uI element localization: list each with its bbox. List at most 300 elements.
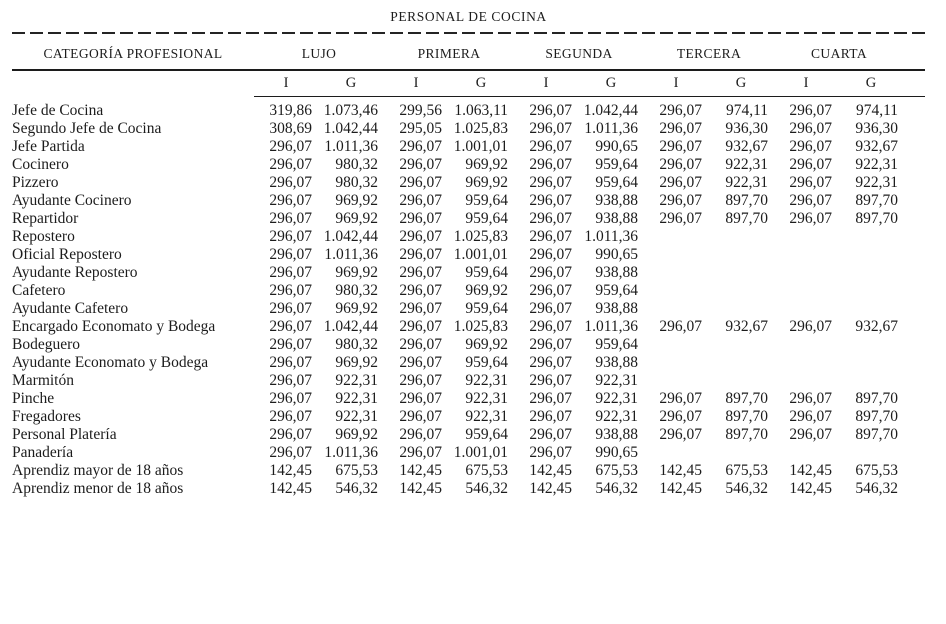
- value-cell: 296,07: [529, 102, 573, 119]
- value-cell: 296,07: [529, 408, 573, 425]
- value-cell: 296,07: [399, 246, 443, 263]
- subcol-segunda-g: G: [578, 70, 644, 97]
- value-cell: 296,07: [659, 156, 703, 173]
- value-cell: 296,07: [659, 390, 703, 407]
- value-cell: 296,07: [659, 138, 703, 155]
- value-cell: 1.011,36: [584, 318, 639, 335]
- value-cell: 675,53: [335, 462, 379, 479]
- value-cell: [838, 336, 904, 354]
- value-cell: 142,45: [399, 462, 443, 479]
- value-cell: 959,64: [465, 426, 509, 443]
- value-cell: 546,32: [465, 480, 509, 497]
- table-row: [12, 372, 925, 390]
- subcol-tercera-i: I: [644, 70, 708, 97]
- value-cell: [644, 336, 708, 354]
- value-cell: 938,88: [595, 426, 639, 443]
- value-cell: 296,07: [399, 138, 443, 155]
- value-cell: 142,45: [789, 480, 833, 497]
- row-spacer: [904, 426, 925, 444]
- value-cell: 546,32: [725, 480, 769, 497]
- row-spacer: [904, 462, 925, 480]
- table-row: [12, 210, 925, 228]
- value-cell: [774, 372, 838, 390]
- value-cell: 922,31: [595, 390, 639, 407]
- value-cell: 980,32: [335, 336, 379, 353]
- value-cell: 1.011,36: [324, 444, 379, 461]
- header-spacer: [904, 34, 925, 70]
- value-cell: 675,53: [725, 462, 769, 479]
- category-cell: Oficial Repostero: [12, 246, 122, 263]
- value-cell: 296,07: [789, 210, 833, 227]
- table-row: [12, 192, 925, 210]
- subcol-cuarta-g: G: [838, 70, 904, 97]
- value-cell: [708, 264, 774, 282]
- category-cell: Encargado Economato y Bodega: [12, 318, 216, 335]
- row-spacer: [904, 210, 925, 228]
- value-cell: 1.011,36: [584, 120, 639, 137]
- value-cell: 296,07: [269, 300, 312, 317]
- value-cell: 897,70: [725, 192, 769, 209]
- value-cell: 296,07: [789, 408, 833, 425]
- value-cell: 296,07: [399, 390, 443, 407]
- value-cell: 932,67: [725, 318, 769, 335]
- value-cell: 959,64: [465, 264, 509, 281]
- row-spacer: [904, 282, 925, 300]
- value-cell: 296,07: [529, 138, 573, 155]
- value-cell: 142,45: [399, 480, 443, 497]
- value-cell: [774, 228, 838, 246]
- table-row: [12, 264, 925, 282]
- value-cell: 142,45: [659, 480, 703, 497]
- value-cell: 296,07: [529, 318, 573, 335]
- value-cell: 959,64: [595, 282, 639, 299]
- table-row: [12, 444, 925, 462]
- category-cell: Aprendiz mayor de 18 años: [12, 462, 184, 479]
- row-spacer: [904, 246, 925, 264]
- subcol-cuarta-i: I: [774, 70, 838, 97]
- value-cell: 296,07: [529, 246, 573, 263]
- value-cell: 980,32: [335, 282, 379, 299]
- category-cell: Pizzero: [12, 174, 59, 191]
- value-cell: 936,30: [855, 120, 899, 137]
- group-header-row: [12, 34, 925, 70]
- value-cell: 296,07: [269, 408, 312, 425]
- value-cell: 980,32: [335, 156, 379, 173]
- row-spacer: [904, 444, 925, 462]
- value-cell: 296,07: [789, 138, 833, 155]
- category-cell: Jefe de Cocina: [12, 101, 104, 119]
- value-cell: 969,92: [335, 210, 379, 227]
- group-header-tercera: TERCERA: [644, 34, 774, 70]
- value-cell: [838, 246, 904, 264]
- value-cell: 1.025,83: [453, 120, 509, 137]
- value-cell: 142,45: [529, 462, 573, 479]
- row-spacer: [904, 97, 925, 121]
- value-cell: [774, 264, 838, 282]
- category-cell: Cafetero: [12, 282, 66, 299]
- row-spacer: [904, 480, 925, 498]
- value-cell: 922,31: [855, 156, 899, 173]
- value-cell: 142,45: [789, 462, 833, 479]
- value-cell: 990,65: [595, 138, 639, 155]
- value-cell: 922,31: [465, 390, 509, 407]
- value-cell: 296,07: [269, 264, 312, 281]
- value-cell: 959,64: [595, 156, 639, 173]
- value-cell: 922,31: [725, 156, 769, 173]
- value-cell: 959,64: [465, 192, 509, 209]
- value-cell: 296,07: [529, 426, 573, 443]
- value-cell: 897,70: [725, 210, 769, 227]
- table-row: [12, 282, 925, 300]
- table-row: [12, 228, 925, 246]
- value-cell: 296,07: [529, 444, 573, 461]
- value-cell: 296,07: [659, 318, 703, 335]
- value-cell: 959,64: [465, 354, 509, 371]
- category-cell: Aprendiz menor de 18 años: [12, 480, 184, 497]
- category-cell: Jefe Partida: [12, 138, 85, 155]
- subcol-lujo-i: I: [254, 70, 318, 97]
- table-row: [12, 426, 925, 444]
- row-spacer: [904, 174, 925, 192]
- row-spacer: [904, 372, 925, 390]
- value-cell: 922,31: [465, 372, 509, 389]
- value-cell: 922,31: [725, 174, 769, 191]
- value-cell: [774, 246, 838, 264]
- value-cell: 296,07: [399, 282, 443, 299]
- value-cell: 296,07: [269, 390, 312, 407]
- subcol-lujo-g: G: [318, 70, 384, 97]
- value-cell: 546,32: [335, 480, 379, 497]
- value-cell: [774, 282, 838, 300]
- value-cell: 296,07: [659, 174, 703, 191]
- document-page: [12, 0, 925, 498]
- group-header-primera: PRIMERA: [384, 34, 514, 70]
- value-cell: 296,07: [399, 426, 443, 443]
- value-cell: 969,92: [335, 264, 379, 281]
- value-cell: [708, 228, 774, 246]
- value-cell: 296,07: [399, 336, 443, 353]
- value-cell: 897,70: [855, 192, 899, 209]
- value-cell: 299,56: [399, 102, 443, 119]
- value-cell: 959,64: [595, 174, 639, 191]
- value-cell: 1.042,44: [323, 318, 379, 335]
- value-cell: [644, 282, 708, 300]
- value-cell: 296,07: [399, 192, 443, 209]
- value-cell: 296,07: [789, 426, 833, 443]
- category-cell: Ayudante Repostero: [12, 264, 138, 281]
- value-cell: [838, 372, 904, 390]
- value-cell: 296,07: [529, 390, 573, 407]
- table-row: [12, 97, 925, 121]
- value-cell: 990,65: [595, 246, 639, 263]
- value-cell: 974,11: [725, 102, 769, 119]
- value-cell: 938,88: [595, 354, 639, 371]
- value-cell: 1.011,36: [584, 228, 639, 245]
- row-spacer: [904, 156, 925, 174]
- subheader-spacer: [12, 70, 254, 97]
- value-cell: 296,07: [269, 156, 312, 173]
- value-cell: [774, 444, 838, 462]
- value-cell: 296,07: [789, 192, 833, 209]
- value-cell: 296,07: [269, 318, 312, 335]
- row-spacer: [904, 120, 925, 138]
- subcol-primera-g: G: [448, 70, 514, 97]
- value-cell: 296,07: [529, 210, 573, 227]
- value-cell: 922,31: [335, 390, 379, 407]
- value-cell: 1.025,83: [453, 228, 509, 245]
- value-cell: 897,70: [725, 408, 769, 425]
- category-cell: Fregadores: [12, 408, 81, 425]
- category-cell: Segundo Jefe de Cocina: [12, 120, 162, 137]
- value-cell: 296,07: [399, 444, 443, 461]
- table-row: [12, 480, 925, 498]
- value-cell: 296,07: [659, 102, 703, 119]
- row-spacer: [904, 408, 925, 426]
- value-cell: 1.025,83: [453, 318, 509, 335]
- value-cell: [838, 282, 904, 300]
- value-cell: 296,07: [399, 174, 443, 191]
- value-cell: 936,30: [725, 120, 769, 137]
- value-cell: [708, 282, 774, 300]
- value-cell: 922,31: [335, 372, 379, 389]
- value-cell: 296,07: [269, 228, 312, 245]
- value-cell: [644, 264, 708, 282]
- subcol-segunda-i: I: [514, 70, 578, 97]
- value-cell: 546,32: [595, 480, 639, 497]
- value-cell: 296,07: [399, 156, 443, 173]
- value-cell: 897,70: [855, 390, 899, 407]
- value-cell: 969,92: [465, 336, 509, 353]
- value-cell: 980,32: [335, 174, 379, 191]
- table-row: [12, 246, 925, 264]
- value-cell: 296,07: [659, 426, 703, 443]
- category-cell: Repartidor: [12, 210, 79, 227]
- value-cell: 296,07: [399, 210, 443, 227]
- value-cell: 296,07: [789, 156, 833, 173]
- value-cell: [838, 444, 904, 462]
- value-cell: 959,64: [465, 300, 509, 317]
- value-cell: [774, 354, 838, 372]
- group-header-cuarta: CUARTA: [774, 34, 904, 70]
- value-cell: [708, 246, 774, 264]
- value-cell: 142,45: [659, 462, 703, 479]
- value-cell: 1.042,44: [323, 120, 379, 137]
- category-cell: Pinche: [12, 390, 55, 407]
- row-spacer: [904, 318, 925, 336]
- value-cell: 938,88: [595, 300, 639, 317]
- value-cell: 296,07: [529, 282, 573, 299]
- value-cell: 897,70: [855, 426, 899, 443]
- value-cell: 932,67: [725, 138, 769, 155]
- value-cell: [644, 300, 708, 318]
- category-cell: Cocinero: [12, 156, 69, 173]
- category-column-header: CATEGORÍA PROFESIONAL: [12, 34, 254, 70]
- value-cell: 938,88: [595, 192, 639, 209]
- value-cell: 938,88: [595, 264, 639, 281]
- value-cell: 296,07: [399, 408, 443, 425]
- value-cell: 1.011,36: [324, 246, 379, 263]
- table-row: [12, 156, 925, 174]
- value-cell: 319,86: [269, 102, 312, 119]
- value-cell: 308,69: [269, 120, 312, 137]
- value-cell: 296,07: [269, 336, 312, 353]
- value-cell: [644, 246, 708, 264]
- table-row: [12, 390, 925, 408]
- value-cell: 296,07: [529, 192, 573, 209]
- value-cell: 1.001,01: [453, 444, 509, 461]
- value-cell: [838, 264, 904, 282]
- category-cell: Personal Platería: [12, 426, 117, 443]
- value-cell: 1.042,44: [323, 228, 379, 245]
- value-cell: 296,07: [269, 210, 312, 227]
- value-cell: 296,07: [399, 372, 443, 389]
- value-cell: 296,07: [269, 138, 312, 155]
- value-cell: 296,07: [529, 336, 573, 353]
- row-spacer: [904, 192, 925, 210]
- value-cell: 296,07: [789, 120, 833, 137]
- value-cell: 932,67: [855, 138, 899, 155]
- value-cell: 296,07: [789, 390, 833, 407]
- category-cell: Ayudante Cocinero: [12, 192, 132, 209]
- value-cell: 1.011,36: [324, 138, 379, 155]
- value-cell: [644, 372, 708, 390]
- category-cell: Repostero: [12, 228, 75, 245]
- value-cell: 296,07: [399, 264, 443, 281]
- value-cell: 296,07: [529, 120, 573, 137]
- table-row: [12, 300, 925, 318]
- value-cell: 932,67: [855, 318, 899, 335]
- table-row: [12, 408, 925, 426]
- table-body: [12, 97, 925, 499]
- value-cell: 922,31: [335, 408, 379, 425]
- value-cell: 296,07: [529, 354, 573, 371]
- value-cell: 296,07: [659, 408, 703, 425]
- value-cell: 296,07: [399, 228, 443, 245]
- value-cell: [708, 336, 774, 354]
- table-row: [12, 336, 925, 354]
- value-cell: 1.001,01: [453, 138, 509, 155]
- row-spacer: [904, 300, 925, 318]
- value-cell: 296,07: [269, 246, 312, 263]
- value-cell: [644, 228, 708, 246]
- value-cell: 974,11: [855, 102, 899, 119]
- value-cell: 296,07: [529, 174, 573, 191]
- value-cell: 969,92: [335, 354, 379, 371]
- value-cell: 990,65: [595, 444, 639, 461]
- row-spacer: [904, 138, 925, 156]
- value-cell: 546,32: [855, 480, 899, 497]
- value-cell: 296,07: [529, 228, 573, 245]
- subcol-primera-i: I: [384, 70, 448, 97]
- category-cell: Panadería: [12, 444, 74, 461]
- value-cell: 295,05: [399, 120, 443, 137]
- subheader-right-end: [904, 70, 925, 97]
- value-cell: 969,92: [335, 426, 379, 443]
- page-title: PERSONAL DE COCINA: [390, 9, 547, 24]
- subheader-row: [12, 70, 925, 97]
- value-cell: [644, 444, 708, 462]
- value-cell: 675,53: [595, 462, 639, 479]
- value-cell: 897,70: [725, 426, 769, 443]
- value-cell: 969,92: [465, 174, 509, 191]
- salary-table: [12, 34, 925, 498]
- value-cell: 969,92: [465, 156, 509, 173]
- value-cell: 296,07: [269, 354, 312, 371]
- group-header-segunda: SEGUNDA: [514, 34, 644, 70]
- value-cell: 142,45: [269, 480, 312, 497]
- value-cell: 969,92: [335, 300, 379, 317]
- value-cell: [838, 354, 904, 372]
- value-cell: 142,45: [529, 480, 573, 497]
- value-cell: [708, 354, 774, 372]
- value-cell: 296,07: [529, 264, 573, 281]
- value-cell: 296,07: [269, 372, 312, 389]
- value-cell: 922,31: [855, 174, 899, 191]
- value-cell: 296,07: [659, 192, 703, 209]
- value-cell: 296,07: [659, 210, 703, 227]
- table-row: [12, 354, 925, 372]
- subcol-tercera-g: G: [708, 70, 774, 97]
- row-spacer: [904, 228, 925, 246]
- value-cell: 959,64: [465, 210, 509, 227]
- value-cell: [708, 372, 774, 390]
- value-cell: 142,45: [269, 462, 312, 479]
- table-row: [12, 120, 925, 138]
- value-cell: 897,70: [855, 210, 899, 227]
- table-row: [12, 462, 925, 480]
- value-cell: 1.001,01: [453, 246, 509, 263]
- group-header-lujo: LUJO: [254, 34, 384, 70]
- category-cell: Bodeguero: [12, 336, 81, 353]
- value-cell: [708, 300, 774, 318]
- value-cell: 296,07: [659, 120, 703, 137]
- table-row: [12, 138, 925, 156]
- value-cell: 296,07: [269, 192, 312, 209]
- value-cell: 1.073,46: [323, 102, 379, 119]
- value-cell: 296,07: [789, 318, 833, 335]
- value-cell: 296,07: [269, 426, 312, 443]
- value-cell: 296,07: [789, 174, 833, 191]
- value-cell: 296,07: [529, 372, 573, 389]
- value-cell: 296,07: [399, 318, 443, 335]
- row-spacer: [904, 354, 925, 372]
- value-cell: 296,07: [789, 102, 833, 119]
- table-row: [12, 174, 925, 192]
- value-cell: 296,07: [399, 354, 443, 371]
- row-spacer: [904, 336, 925, 354]
- value-cell: 922,31: [465, 408, 509, 425]
- value-cell: 897,70: [855, 408, 899, 425]
- value-cell: 296,07: [399, 300, 443, 317]
- value-cell: 1.042,44: [583, 102, 639, 119]
- category-cell: Ayudante Cafetero: [12, 300, 129, 317]
- value-cell: 675,53: [465, 462, 509, 479]
- value-cell: 959,64: [595, 336, 639, 353]
- value-cell: [708, 444, 774, 462]
- value-cell: [774, 300, 838, 318]
- value-cell: 296,07: [529, 300, 573, 317]
- value-cell: 675,53: [855, 462, 899, 479]
- table-row: [12, 318, 925, 336]
- value-cell: 922,31: [595, 372, 639, 389]
- value-cell: 296,07: [269, 282, 312, 299]
- value-cell: [774, 336, 838, 354]
- value-cell: 296,07: [529, 156, 573, 173]
- value-cell: 897,70: [725, 390, 769, 407]
- row-spacer: [904, 390, 925, 408]
- category-cell: Ayudante Economato y Bodega: [12, 354, 209, 371]
- value-cell: 296,07: [269, 174, 312, 191]
